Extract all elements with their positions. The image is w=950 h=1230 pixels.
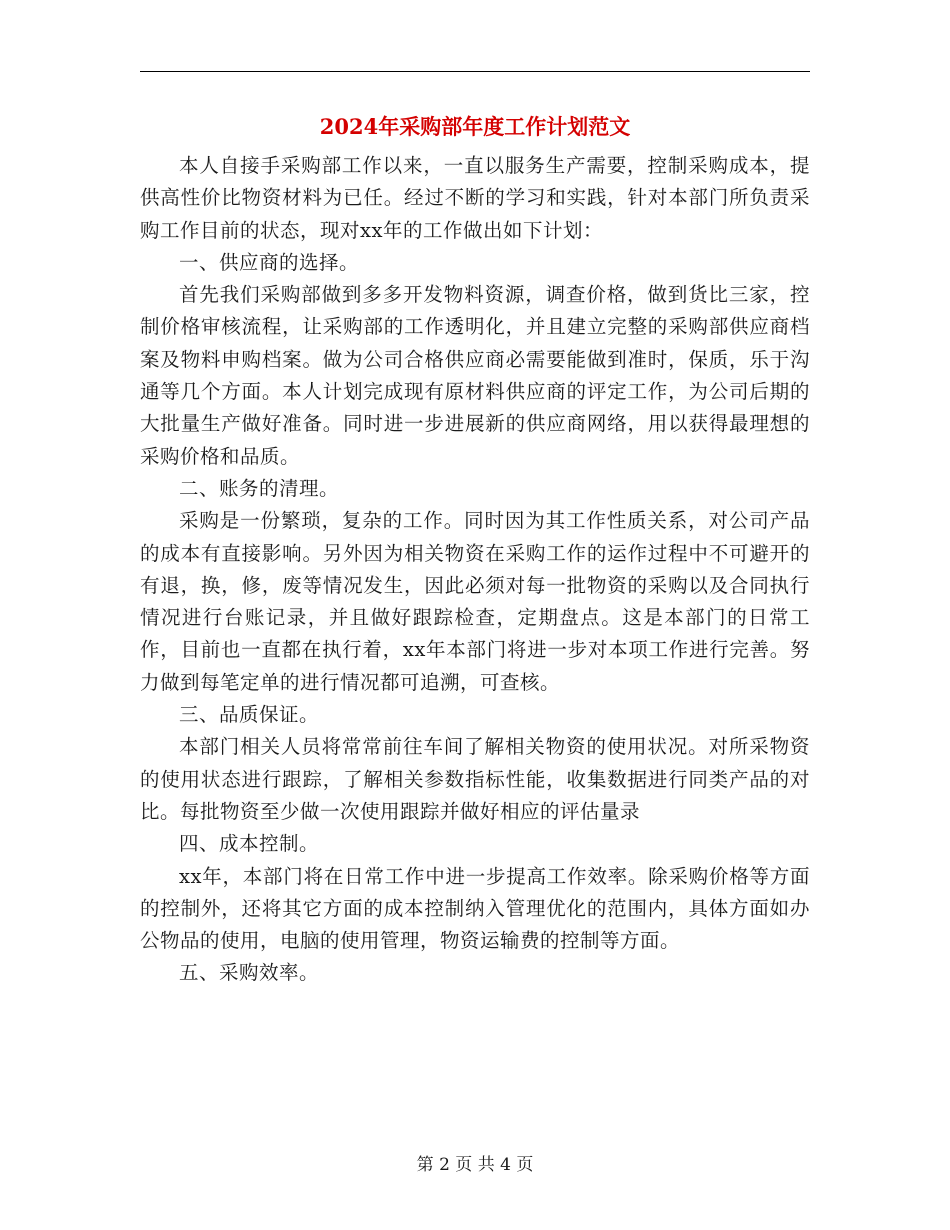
section-heading-suppliers: 一、供应商的选择。 bbox=[179, 250, 360, 274]
body-paragraph-accounts: 采购是一份繁琐，复杂的工作。同时因为其工作性质关系，对公司产品的成本有直接影响。另外因为相关物资在采购工作的运作过程中不可避开的有退，换，修，废等情况发生，因此必须对每一批物资的采购以及合同执行情况进行台账记录，并且做好跟踪检查，定期盘点。这是本部门的日常工作，目前也一直都在执行着，xx年本部门将进一步对本项工作进行完善。努力做到每笔定单的进行情况都可追溯，可查核。 bbox=[140, 509, 810, 694]
section-heading-efficiency: 五、采购效率。 bbox=[179, 961, 320, 985]
body-paragraph-suppliers: 首先我们采购部做到多多开发物料资源，调查价格，做到货比三家，控制价格审核流程，让采购部的工作透明化，并且建立完整的采购部供应商档案及物料申购档案。做为公司合格供应商必需要能做到准时，保质，乐于沟通等几个方面。本人计划完成现有原材料供应商的评定工作，为公司后期的大批量生产做好准备。同时进一步进展新的供应商网络，用以获得最理想的采购价格和品质。 bbox=[140, 283, 810, 468]
body-paragraph-cost: xx年，本部门将在日常工作中进一步提高工作效率。除采购价格等方面的控制外，还将其它方面的成本控制纳入管理优化的范围内，具体方面如办公物品的使用，电脑的使用管理，物资运输费的控制等方面。 bbox=[140, 864, 810, 953]
intro-paragraph: 本人自接手采购部工作以来，一直以服务生产需要，控制采购成本，提供高性价比物资材料为已任。经过不断的学习和实践，针对本部门所负责采购工作目前的状态，现对xx年的工作做出如下计划： bbox=[140, 154, 810, 242]
section-heading-cost: 四、成本控制。 bbox=[179, 832, 320, 856]
body-paragraph-quality: 本部门相关人员将常常前往车间了解相关物资的使用状况。对所采物资的使用状态进行跟踪，了解相关参数指标性能，收集数据进行同类产品的对比。每批物资至少做一次使用跟踪并做好相应的评估量录 bbox=[140, 735, 810, 823]
document-body bbox=[140, 150, 810, 990]
section-heading-quality: 三、品质保证。 bbox=[179, 703, 320, 727]
page-number-footer: 第 2 页 共 4 页 bbox=[416, 1155, 534, 1175]
section-heading-accounts: 二、账务的清理。 bbox=[179, 476, 340, 500]
document-title: 2024年采购部年度工作计划范文 bbox=[319, 114, 631, 139]
header-rule bbox=[140, 71, 810, 72]
